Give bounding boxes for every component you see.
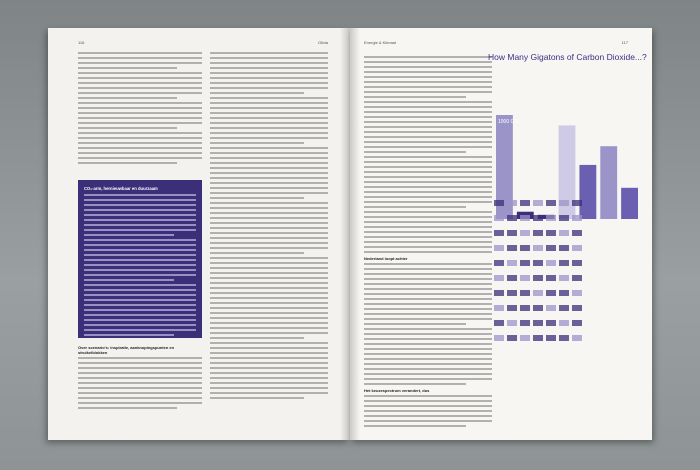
box-title: CO₂-arm, hernieuwbaar en duurzaam	[84, 186, 158, 191]
chart-title: How Many Gigatons of Carbon Dioxide...?	[488, 52, 647, 62]
left-page-number: 116	[78, 40, 85, 45]
left-column-1-bottom	[78, 342, 202, 412]
right-section-heading-1: Nederland loopt achter	[364, 256, 408, 261]
left-running-head: Olivia	[317, 40, 328, 45]
left-column-2-text	[210, 52, 328, 402]
icon-grid	[494, 200, 642, 350]
right-running-head: Energie & Klimaat	[364, 40, 397, 45]
left-section-heading: Over scenario's: inspiratie, aanknopingspunten en struikelblokken	[78, 345, 175, 355]
left-page	[48, 28, 350, 440]
highlight-box	[78, 180, 202, 338]
infographic-panel	[488, 28, 652, 440]
right-section-heading-2: Het keuzespectrum verandert, dus	[364, 388, 430, 393]
right-page	[350, 28, 652, 440]
right-page-number: 117	[621, 40, 628, 45]
magazine-spread	[48, 28, 652, 440]
left-column-1-text	[78, 52, 202, 167]
chart-bar-label: 1000 CO₂	[498, 119, 520, 125]
right-column-text	[364, 56, 492, 430]
